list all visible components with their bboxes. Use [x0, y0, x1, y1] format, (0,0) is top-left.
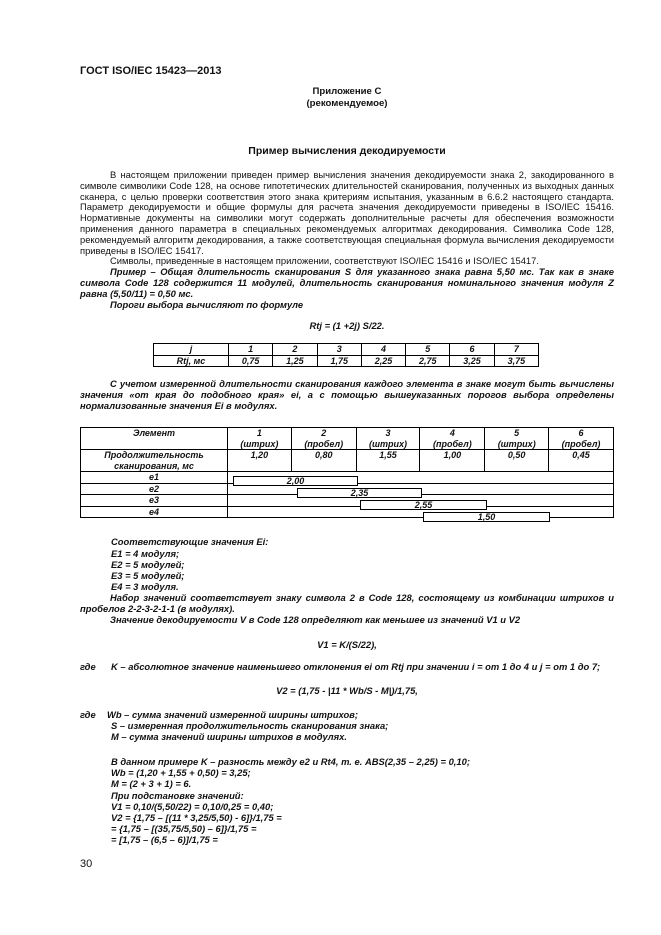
ei-value: E4 = 3 модуля.: [111, 581, 179, 592]
example-paragraph: Пример – Общая длительность сканирования S для указанного знака равна 5,50 мс. Так как в знаке символа Code 128 содержится 11 модулей, длительность сканирования номинального значения модуля Z равна (5,50/11) = 0,50 мс.: [80, 266, 614, 299]
intro-paragraph: В настоящем приложении приведен пример вычисления значения декодируемости знака 2, закодированного в символе символики Code 128, на основе гипотетических длительностей сканирования, полученных из выходных данных сканера, с целью проверки соответствия этого знака критериям испытания, указанным в 6.6.2 настоящего стандарта. Параметр декодируемости и общие формулы для расчета значения декодируемости приведены в ISO/IEC 15416. Нормативные документы на символики могут содержать дополнительные расчеты для обеспечения возможности применения данного параметра в специальных рекомендуемых алгоритмах декодирования. Символика Code 128, рекомендуемый алгоритм декодирования, а также соответствующая специальная формула вычисления декодируемости приведены в ISO/IEC 15417.: [80, 169, 614, 256]
e-label-cell: e4: [81, 506, 228, 518]
formula-v1: V1 = K/(S/22),: [317, 639, 377, 650]
j-cell: 6: [450, 344, 494, 356]
calc-line: M = (2 + 3 + 1) = 6.: [111, 778, 192, 789]
set-paragraph: Набор значений соответствует знаку символа 2 в Code 128, состоящему из комбинации штрихов и пробелов 2-2-3-2-1-1 (в модулях).: [80, 592, 614, 614]
j-cell: 5: [406, 344, 450, 356]
element-col-header: 3 (штрих): [356, 428, 420, 450]
duration-cell: 0,45: [549, 450, 614, 472]
page-number: 30: [80, 858, 93, 870]
duration-cell: 1,00: [420, 450, 485, 472]
e-label-cell: e1: [81, 472, 228, 484]
intro-block: [80, 170, 614, 310]
measured-block: [80, 379, 614, 411]
e1-span-bar: 2,00: [233, 476, 358, 486]
element-col-header: 1 (штрих): [228, 428, 292, 450]
where-label: где: [80, 661, 96, 672]
formula-v2: V2 = (1,75 - |11 * Wb/S - M|)/1,75,: [276, 685, 418, 696]
where1-text: K – абсолютное значение наименьшего отклонения ei от Rtj при значении i = от 1 до 4 и j = от 1 до 7;: [111, 661, 601, 672]
duration-cell: 0,80: [291, 450, 356, 472]
calc-line: В данном примере K – разность между e2 и Rt4, т. е. ABS(2,35 – 2,25) = 0,10;: [111, 756, 470, 767]
symbols-paragraph: Символы, приведенные в настоящем приложении, соответствуют ISO/IEC 15416 и ISO/IEC 15417.: [110, 255, 539, 267]
appendix-subtitle: (рекомендуемое): [306, 98, 388, 109]
measured-paragraph: С учетом измеренной длительности сканирования каждого элемента в знаке могут быть вычислены значения «от края до подобного края» ei, а с помощью вышеуказанных порогов выбора определены нормализованные значения Ei в модулях.: [80, 378, 614, 411]
where2-line: M – сумма значений ширины штрихов в модулях.: [111, 731, 347, 742]
j-cell: 4: [361, 344, 405, 356]
calc-line: = {1,75 – [(35,75/5,50) – 6]}/1,75 =: [111, 823, 257, 834]
j-cell: 3: [317, 344, 361, 356]
thresholds-label: Пороги выбора вычисляют по формуле: [110, 298, 304, 310]
e2-span-bar: 2,35: [297, 488, 422, 498]
element-col-header: 5 (штрих): [485, 428, 549, 450]
thresholds-value-row: [154, 355, 539, 367]
formula-rt: Rtj = (1 +2j) S/22.: [309, 320, 385, 331]
duration-row: [81, 450, 614, 472]
set-block: [80, 593, 614, 625]
rt-label-cell: Rtj, мс: [154, 355, 229, 367]
duration-cell: 0,50: [485, 450, 549, 472]
rt-cell: 2,75: [406, 355, 450, 367]
rt-cell: 0,75: [229, 355, 273, 367]
duration-cell: 1,55: [356, 450, 420, 472]
calc-line: V2 = {1,75 – [(11 * 3,25/5,50) - 6]}/1,75 =: [111, 812, 282, 823]
ei-value: E2 = 5 модулей;: [111, 559, 185, 570]
calc-line: V1 = 0,10/(5,50/22) = 0,10/0,25 = 0,40;: [111, 801, 274, 812]
element-col-header: 2 (пробел): [291, 428, 356, 450]
element-col-header: 6 (пробел): [549, 428, 614, 450]
element-col-header: 4 (пробел): [420, 428, 485, 450]
ei-label: Соответствующие значения Ei:: [111, 536, 269, 547]
j-cell: 2: [273, 344, 317, 356]
rt-cell: 1,75: [317, 355, 361, 367]
where2-line: S – измеренная продолжительность сканирования знака;: [111, 720, 389, 731]
where-label: где: [80, 709, 96, 720]
elements-header-row: [81, 428, 614, 450]
j-cell: 1: [229, 344, 273, 356]
thresholds-header-row: [154, 344, 539, 356]
calc-line: При подстановке значений:: [111, 790, 244, 801]
element-header-cell: Элемент: [81, 428, 228, 450]
duration-header-cell: Продолжительность сканирования, мс: [81, 450, 228, 472]
where2-line: Wb – сумма значений измеренной ширины штрихов;: [107, 709, 358, 720]
ei-value: E3 = 5 модулей;: [111, 570, 185, 581]
j-cell: 7: [494, 344, 538, 356]
calc-line: Wb = (1,20 + 1,55 + 0,50) = 3,25;: [111, 767, 251, 778]
e-label-cell: e3: [81, 495, 228, 507]
document-header: ГОСТ ISO/IEC 15423—2013: [80, 65, 222, 77]
thresholds-header-cell: j: [154, 344, 229, 356]
ei-value: E1 = 4 модуля;: [111, 548, 180, 559]
e4-span-bar: 1,50: [423, 512, 550, 522]
appendix-title: Приложение С: [312, 86, 382, 97]
e3-span-bar: 2,55: [360, 500, 487, 510]
rt-cell: 1,25: [273, 355, 317, 367]
rt-cell: 3,25: [450, 355, 494, 367]
rt-cell: 3,75: [494, 355, 538, 367]
duration-cell: 1,20: [228, 450, 292, 472]
rt-cell: 2,25: [361, 355, 405, 367]
elements-table: [80, 427, 614, 518]
where1-block: [111, 662, 614, 673]
e-label-cell: e2: [81, 483, 228, 495]
section-title: Пример вычисления декодируемости: [248, 145, 446, 157]
thresholds-table: [153, 343, 539, 367]
calc-line: = [1,75 – (6,5 – 6)]/1,75 =: [111, 834, 218, 845]
v-paragraph: Значение декодируемости V в Code 128 определяют как меньшее из значений V1 и V2: [110, 613, 521, 625]
